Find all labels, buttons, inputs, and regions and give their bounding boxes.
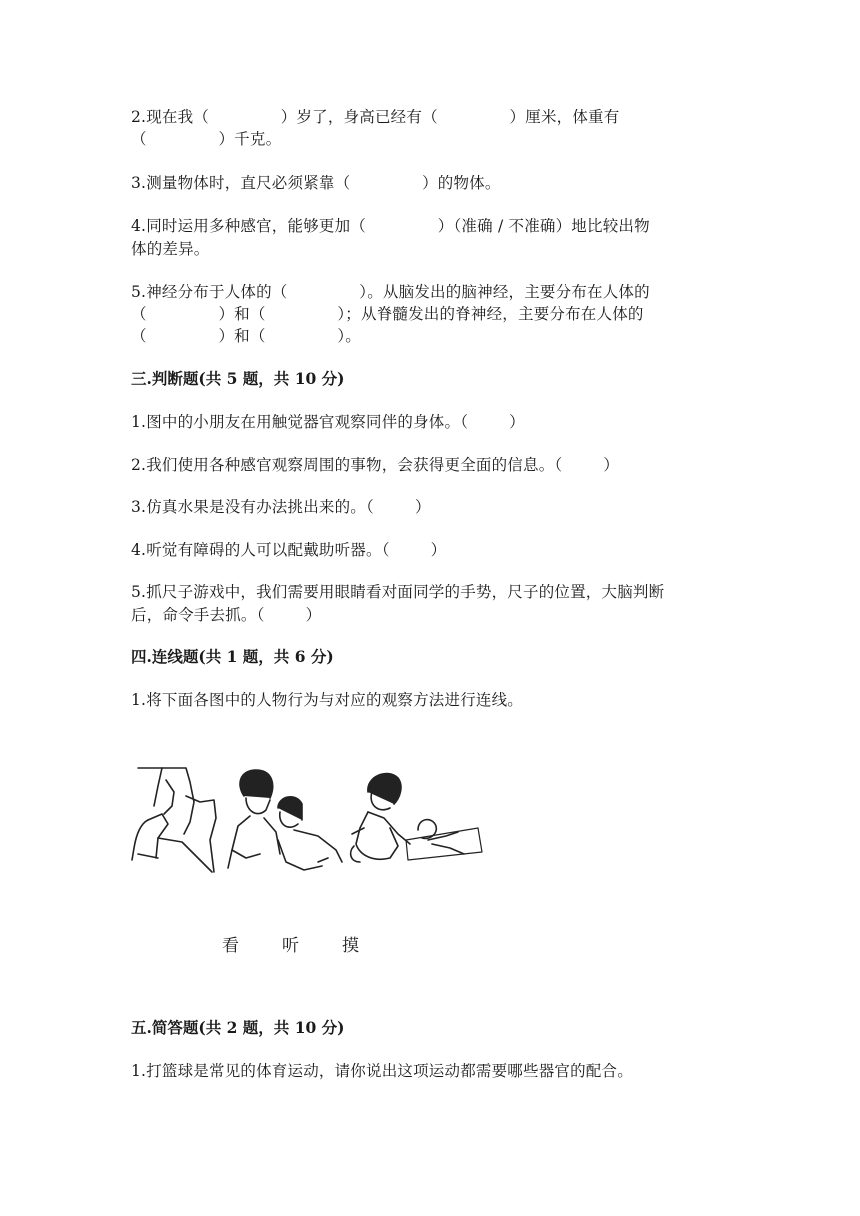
label-touch: 摸 xyxy=(342,936,359,956)
fill-q5-line1: 5.神经分布于人体的（ ）。从脑发出的脑神经，主要分布在人体的 xyxy=(131,283,650,301)
judge-q5-line2: 后，命令手去抓。（ ） xyxy=(131,606,322,624)
match-q1: 1.将下面各图中的人物行为与对应的观察方法进行连线。 xyxy=(131,691,523,709)
judge-q5-line1: 5.抓尺子游戏中，我们需要用眼睛看对面同学的手势，尺子的位置，大脑判断 xyxy=(131,583,665,601)
fill-q3: 3.测量物体时，直尺必须紧靠（ ）的物体。 xyxy=(131,174,501,192)
fill-q2-line1: 2.现在我（ ）岁了，身高已经有（ ）厘米，体重有 xyxy=(131,108,620,126)
judge-q4: 4.听觉有障碍的人可以配戴助听器。（ ） xyxy=(131,541,447,559)
fill-q2-line2: （ ）千克。 xyxy=(131,130,282,148)
fill-q4-line2: 体的差异。 xyxy=(131,240,210,258)
fill-q5-line3: （ ）和（ ）。 xyxy=(131,327,362,345)
fill-q4-line1: 4.同时运用多种感官，能够更加（ ）（准确 / 不准确）地比较出物 xyxy=(131,217,650,235)
match-section-title: 四.连线题(共 1 题，共 6 分) xyxy=(131,647,334,666)
observation-illustration xyxy=(128,762,484,878)
label-look: 看 xyxy=(222,936,239,956)
judge-q2: 2.我们使用各种感官观察周围的事物，会获得更全面的信息。（ ） xyxy=(131,456,620,474)
girl-touching-figure xyxy=(351,774,482,862)
label-listen: 听 xyxy=(282,936,299,956)
boys-listening-figure xyxy=(228,770,342,870)
short-q1: 1.打篮球是常见的体育运动，请你说出这项运动都需要哪些器官的配合。 xyxy=(131,1062,633,1080)
fill-q5-line2: （ ）和（ ）；从脊髓发出的脊神经，主要分布在人体的 xyxy=(131,305,644,323)
person-looking-figure xyxy=(132,768,216,872)
judge-q3: 3.仿真水果是没有办法挑出来的。（ ） xyxy=(131,498,431,516)
short-section-title: 五.简答题(共 2 题，共 10 分) xyxy=(131,1018,345,1037)
judge-q1: 1.图中的小朋友在用触觉器官观察同伴的身体。（ ） xyxy=(131,413,525,431)
judge-section-title: 三.判断题(共 5 题，共 10 分) xyxy=(131,369,345,388)
